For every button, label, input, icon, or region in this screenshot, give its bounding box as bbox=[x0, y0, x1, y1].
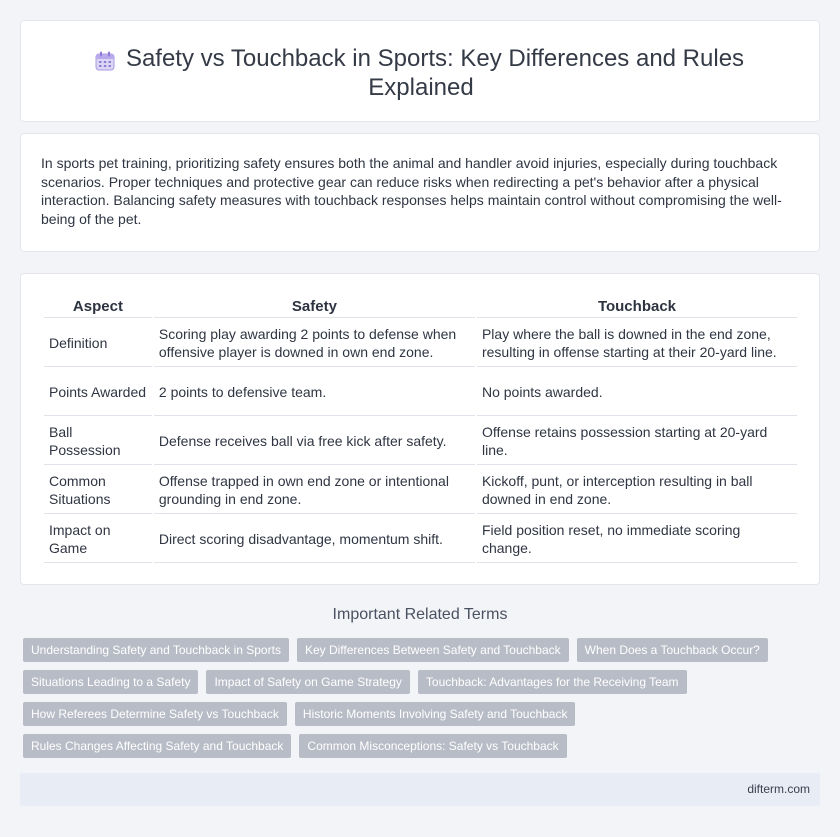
table-row bbox=[44, 467, 797, 514]
header-card bbox=[20, 20, 820, 122]
header-touchback: Touchback bbox=[477, 296, 797, 318]
header-aspect: Aspect bbox=[44, 296, 152, 318]
row-aspect: Points Awarded bbox=[44, 369, 152, 416]
related-terms-list bbox=[23, 638, 813, 766]
row-safety: Direct scoring disadvantage, momentum shift. bbox=[154, 516, 475, 563]
table-row bbox=[44, 516, 797, 563]
related-term-tag[interactable]: Historic Moments Involving Safety and Touchback bbox=[295, 702, 576, 726]
intro-text: In sports pet training, prioritizing safety ensures both the animal and handler avoid injuries, especially during touchback scenarios. Proper techniques and protective gear can reduce risks when redirecting a pet's behavior after a physical interaction. Balancing safety measures with touchback responses helps maintain control without compromising the well-being of the pet. bbox=[41, 155, 782, 227]
page-title-line2: Explained bbox=[368, 74, 474, 101]
row-touchback: Offense retains possession starting at 20-yard line. bbox=[477, 418, 797, 465]
row-touchback: Kickoff, punt, or interception resulting in ball downed in end zone. bbox=[477, 467, 797, 514]
row-aspect: Common Situations bbox=[44, 467, 152, 514]
row-aspect: Definition bbox=[44, 320, 152, 367]
related-term-tag[interactable]: Impact of Safety on Game Strategy bbox=[206, 670, 409, 694]
footer bbox=[20, 773, 820, 806]
row-touchback: No points awarded. bbox=[477, 369, 797, 416]
related-term-tag[interactable]: Common Misconceptions: Safety vs Touchback bbox=[299, 734, 566, 758]
page-title bbox=[21, 44, 821, 102]
row-aspect: Impact on Game bbox=[44, 516, 152, 563]
footer-site-link[interactable]: difterm.com bbox=[747, 782, 810, 796]
row-safety: 2 points to defensive team. bbox=[154, 369, 475, 416]
related-term-tag[interactable]: When Does a Touchback Occur? bbox=[577, 638, 768, 662]
related-term-tag[interactable]: Key Differences Between Safety and Touchback bbox=[297, 638, 569, 662]
page-title-line1: Safety vs Touchback in Sports: Key Differences and Rules bbox=[125, 45, 745, 72]
related-term-tag[interactable]: Touchback: Advantages for the Receiving Team bbox=[418, 670, 687, 694]
row-safety: Defense receives ball via free kick after safety. bbox=[154, 418, 475, 465]
header-safety: Safety bbox=[154, 296, 475, 318]
related-term-tag[interactable]: How Referees Determine Safety vs Touchback bbox=[23, 702, 287, 726]
row-safety: Scoring play awarding 2 points to defense when offensive player is downed in own end zone. bbox=[154, 320, 475, 367]
table-row bbox=[44, 418, 797, 465]
row-aspect: Ball Possession bbox=[44, 418, 152, 465]
table-row bbox=[44, 369, 797, 416]
related-term-tag[interactable]: Understanding Safety and Touchback in Sports bbox=[23, 638, 289, 662]
comparison-table bbox=[42, 294, 799, 565]
related-term-tag[interactable]: Rules Changes Affecting Safety and Touchback bbox=[23, 734, 291, 758]
intro-card bbox=[20, 133, 820, 252]
table-row bbox=[44, 320, 797, 367]
row-touchback: Play where the ball is downed in the end zone, resulting in offense starting at their 20-yard line. bbox=[477, 320, 797, 367]
related-term-tag[interactable]: Situations Leading to a Safety bbox=[23, 670, 198, 694]
table-header-row bbox=[44, 296, 797, 318]
related-terms-title: Important Related Terms bbox=[332, 606, 508, 623]
comparison-card bbox=[20, 273, 820, 585]
row-safety: Offense trapped in own end zone or intentional grounding in end zone. bbox=[154, 467, 475, 514]
row-touchback: Field position reset, no immediate scoring change. bbox=[477, 516, 797, 563]
